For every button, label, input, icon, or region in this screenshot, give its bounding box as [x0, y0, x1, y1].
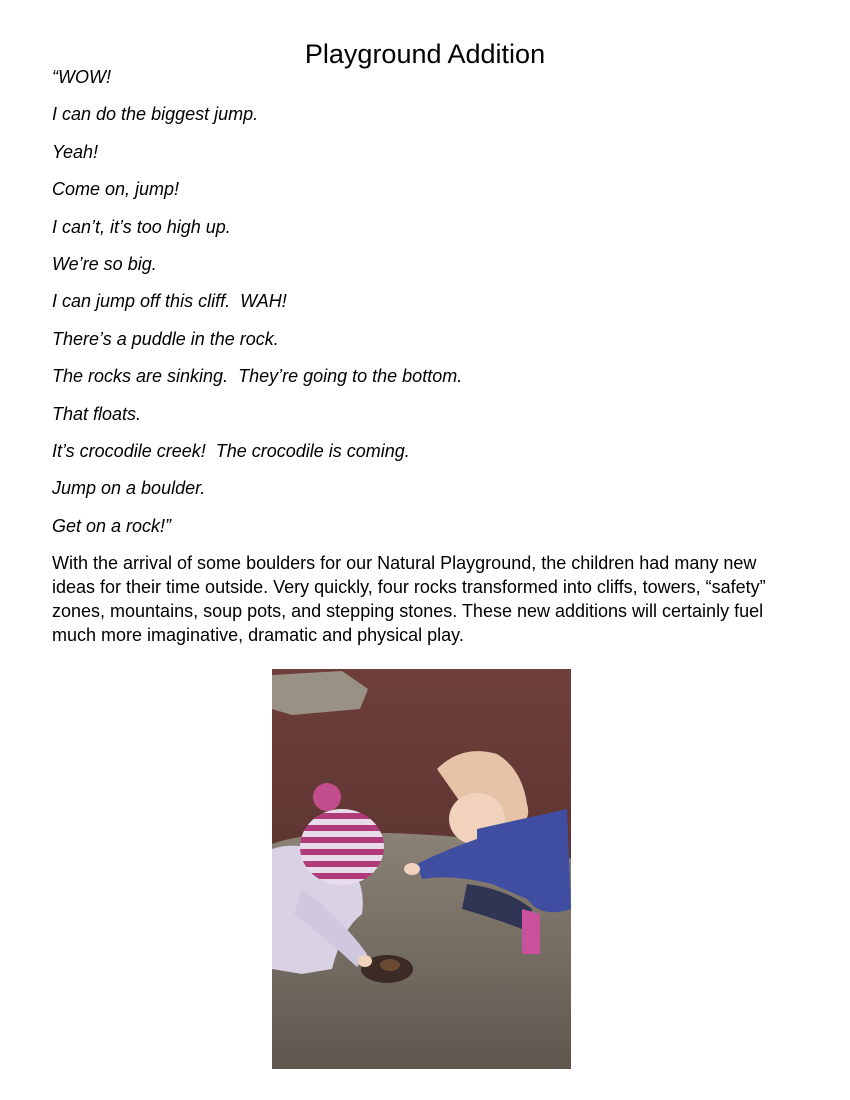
quote-line: Jump on a boulder. — [52, 478, 206, 499]
quote-line: It’s crocodile creek! The crocodile is coming. — [52, 440, 410, 461]
page-title: Playground Addition — [304, 39, 546, 69]
quote-line: Get on a rock!” — [52, 515, 172, 536]
quote-list — [52, 66, 462, 552]
quote-line: Yeah! — [52, 141, 99, 162]
striped-hat — [300, 809, 384, 885]
pink-boot — [522, 909, 540, 954]
children-playing-on-boulder-photo — [272, 669, 571, 1069]
quote-line: Come on, jump! — [52, 179, 180, 200]
quote-line: I can jump off this cliff. WAH! — [52, 291, 287, 312]
quote-line: I can’t, it’s too high up. — [52, 216, 231, 237]
quote-line: That floats. — [52, 403, 142, 424]
quote-line: “WOW! — [52, 67, 111, 87]
body-paragraph: With the arrival of some boulders for our Natural Playground, the children had many new ideas for their time outside. Very quickly, four rocks transformed into cliffs, towers, “safety” zones, mountains, soup pots, and stepping stones. These new additions will certainly fuel much more imaginative, dramatic and physical play. — [52, 553, 766, 645]
quote-line: We’re so big. — [52, 253, 157, 274]
quote-line: There’s a puddle in the rock. — [52, 328, 279, 349]
quote-line: The rocks are sinking. They’re going to the bottom. — [52, 366, 463, 387]
quote-line: I can do the biggest jump. — [52, 104, 259, 125]
